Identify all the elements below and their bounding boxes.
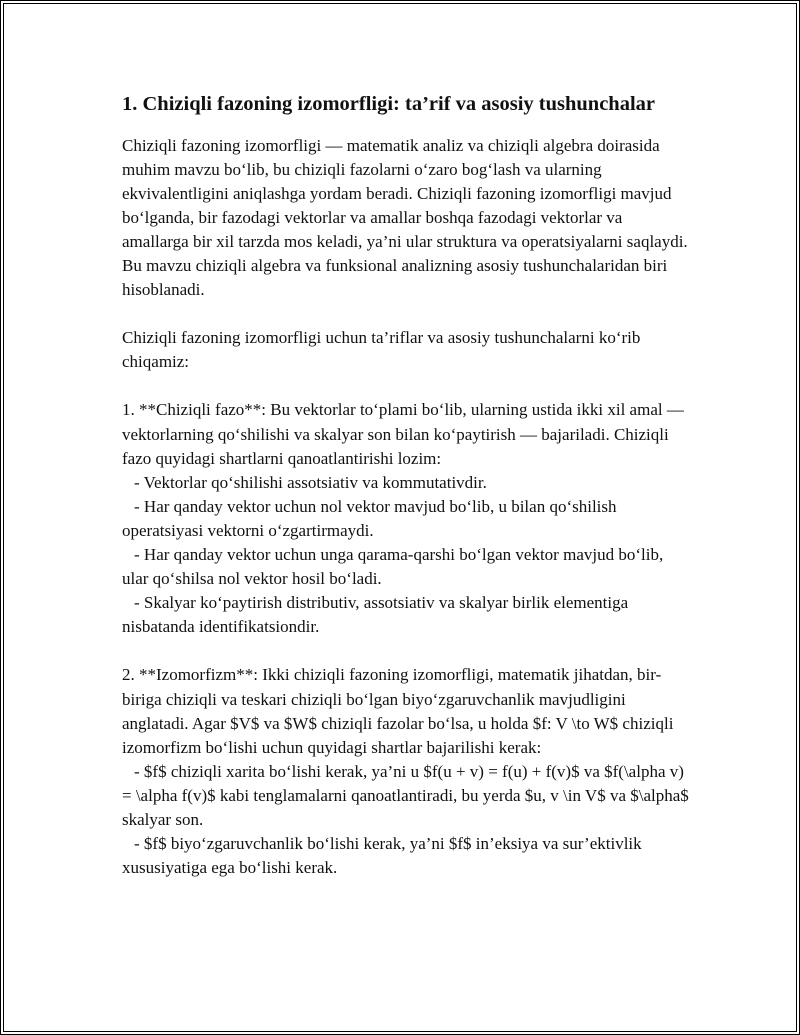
bullet-line: - $f$ chiziqli xarita bo‘lishi kerak, ya’ni u $f(u + v) = f(u) + f(v)$ va $f(\alpha v) = \alpha f(v)$ kabi tenglamalarni qanoatlantiradi, bu yerda $u, v \in V$ va $\alpha$ skalyar son. [122, 761, 689, 829]
list-item-isomorphism [122, 663, 692, 880]
bullet-line: - Vektorlar qo‘shilishi assotsiativ va kommutativdir. [134, 472, 487, 492]
bullet-line: - Har qanday vektor uchun nol vektor mavjud bo‘lib, u bilan qo‘shilish operatsiyasi vektorni o‘zgartirmaydi. [122, 496, 617, 540]
list-item-linear-space [122, 398, 692, 639]
list-item-heading: 1. **Chiziqli fazo**: Bu vektorlar to‘plami bo‘lib, ularning ustida ikki xil amal — vektorlarning qo‘shilishi va skalyar son bilan ko‘paytirish — bajariladi. Chiziqli fazo quyidagi shartlarni qanoatlantirishi lozim: [122, 400, 684, 468]
lead-paragraph: Chiziqli fazoning izomorfligi uchun ta’riflar va asosiy tushunchalarni ko‘rib chiqamiz: [122, 328, 641, 372]
bullet-line: - $f$ biyo‘zgaruvchanlik bo‘lishi kerak, ya’ni $f$ in’eksiya va sur’ektivlik xususiyatiga ega bo‘lishi kerak. [122, 834, 642, 878]
document-content [122, 92, 692, 904]
page-title: 1. Chiziqli fazoning izomorfligi: ta’rif va asosiy tushunchalar [122, 93, 655, 115]
intro-paragraph: Chiziqli fazoning izomorfligi — matematik analiz va chiziqli algebra doirasida muhim mavzu bo‘lib, bu chiziqli fazolarni o‘zaro bog‘lash va ularning ekvivalentligini aniqlashga yordam beradi. Chiziqli fazoning izomorfligi mavjud bo‘lganda, bir fazodagi vektorlar va amallar boshqa fazodagi vektorlar va amallarga bir xil tarzda mos keladi, ya’ni ular struktura va operatsiyalarni saqlaydi. Bu mavzu chiziqli algebra va funksional analizning asosiy tushunchalaridan biri hisoblanadi. [122, 135, 688, 300]
bullet-line: - Skalyar ko‘paytirish distributiv, assotsiativ va skalyar birlik elementiga nisbatanda identifikatsiondir. [122, 593, 629, 637]
list-item-heading: 2. **Izomorfizm**: Ikki chiziqli fazoning izomorfligi, matematik jihatdan, bir-biriga chiziqli va teskari chiziqli bo‘lgan biyo‘zgaruvchanlik mavjudligini anglatadi. Agar $V$ va $W$ chiziqli fazolar bo‘lsa, u holda $f: V \to W$ chiziqli izomorfizm bo‘lishi uchun quyidagi shartlar bajarilishi kerak: [122, 665, 674, 757]
bullet-line: - Har qanday vektor uchun unga qarama-qarshi bo‘lgan vektor mavjud bo‘lib, ular qo‘shilsa nol vektor hosil bo‘ladi. [122, 545, 664, 589]
